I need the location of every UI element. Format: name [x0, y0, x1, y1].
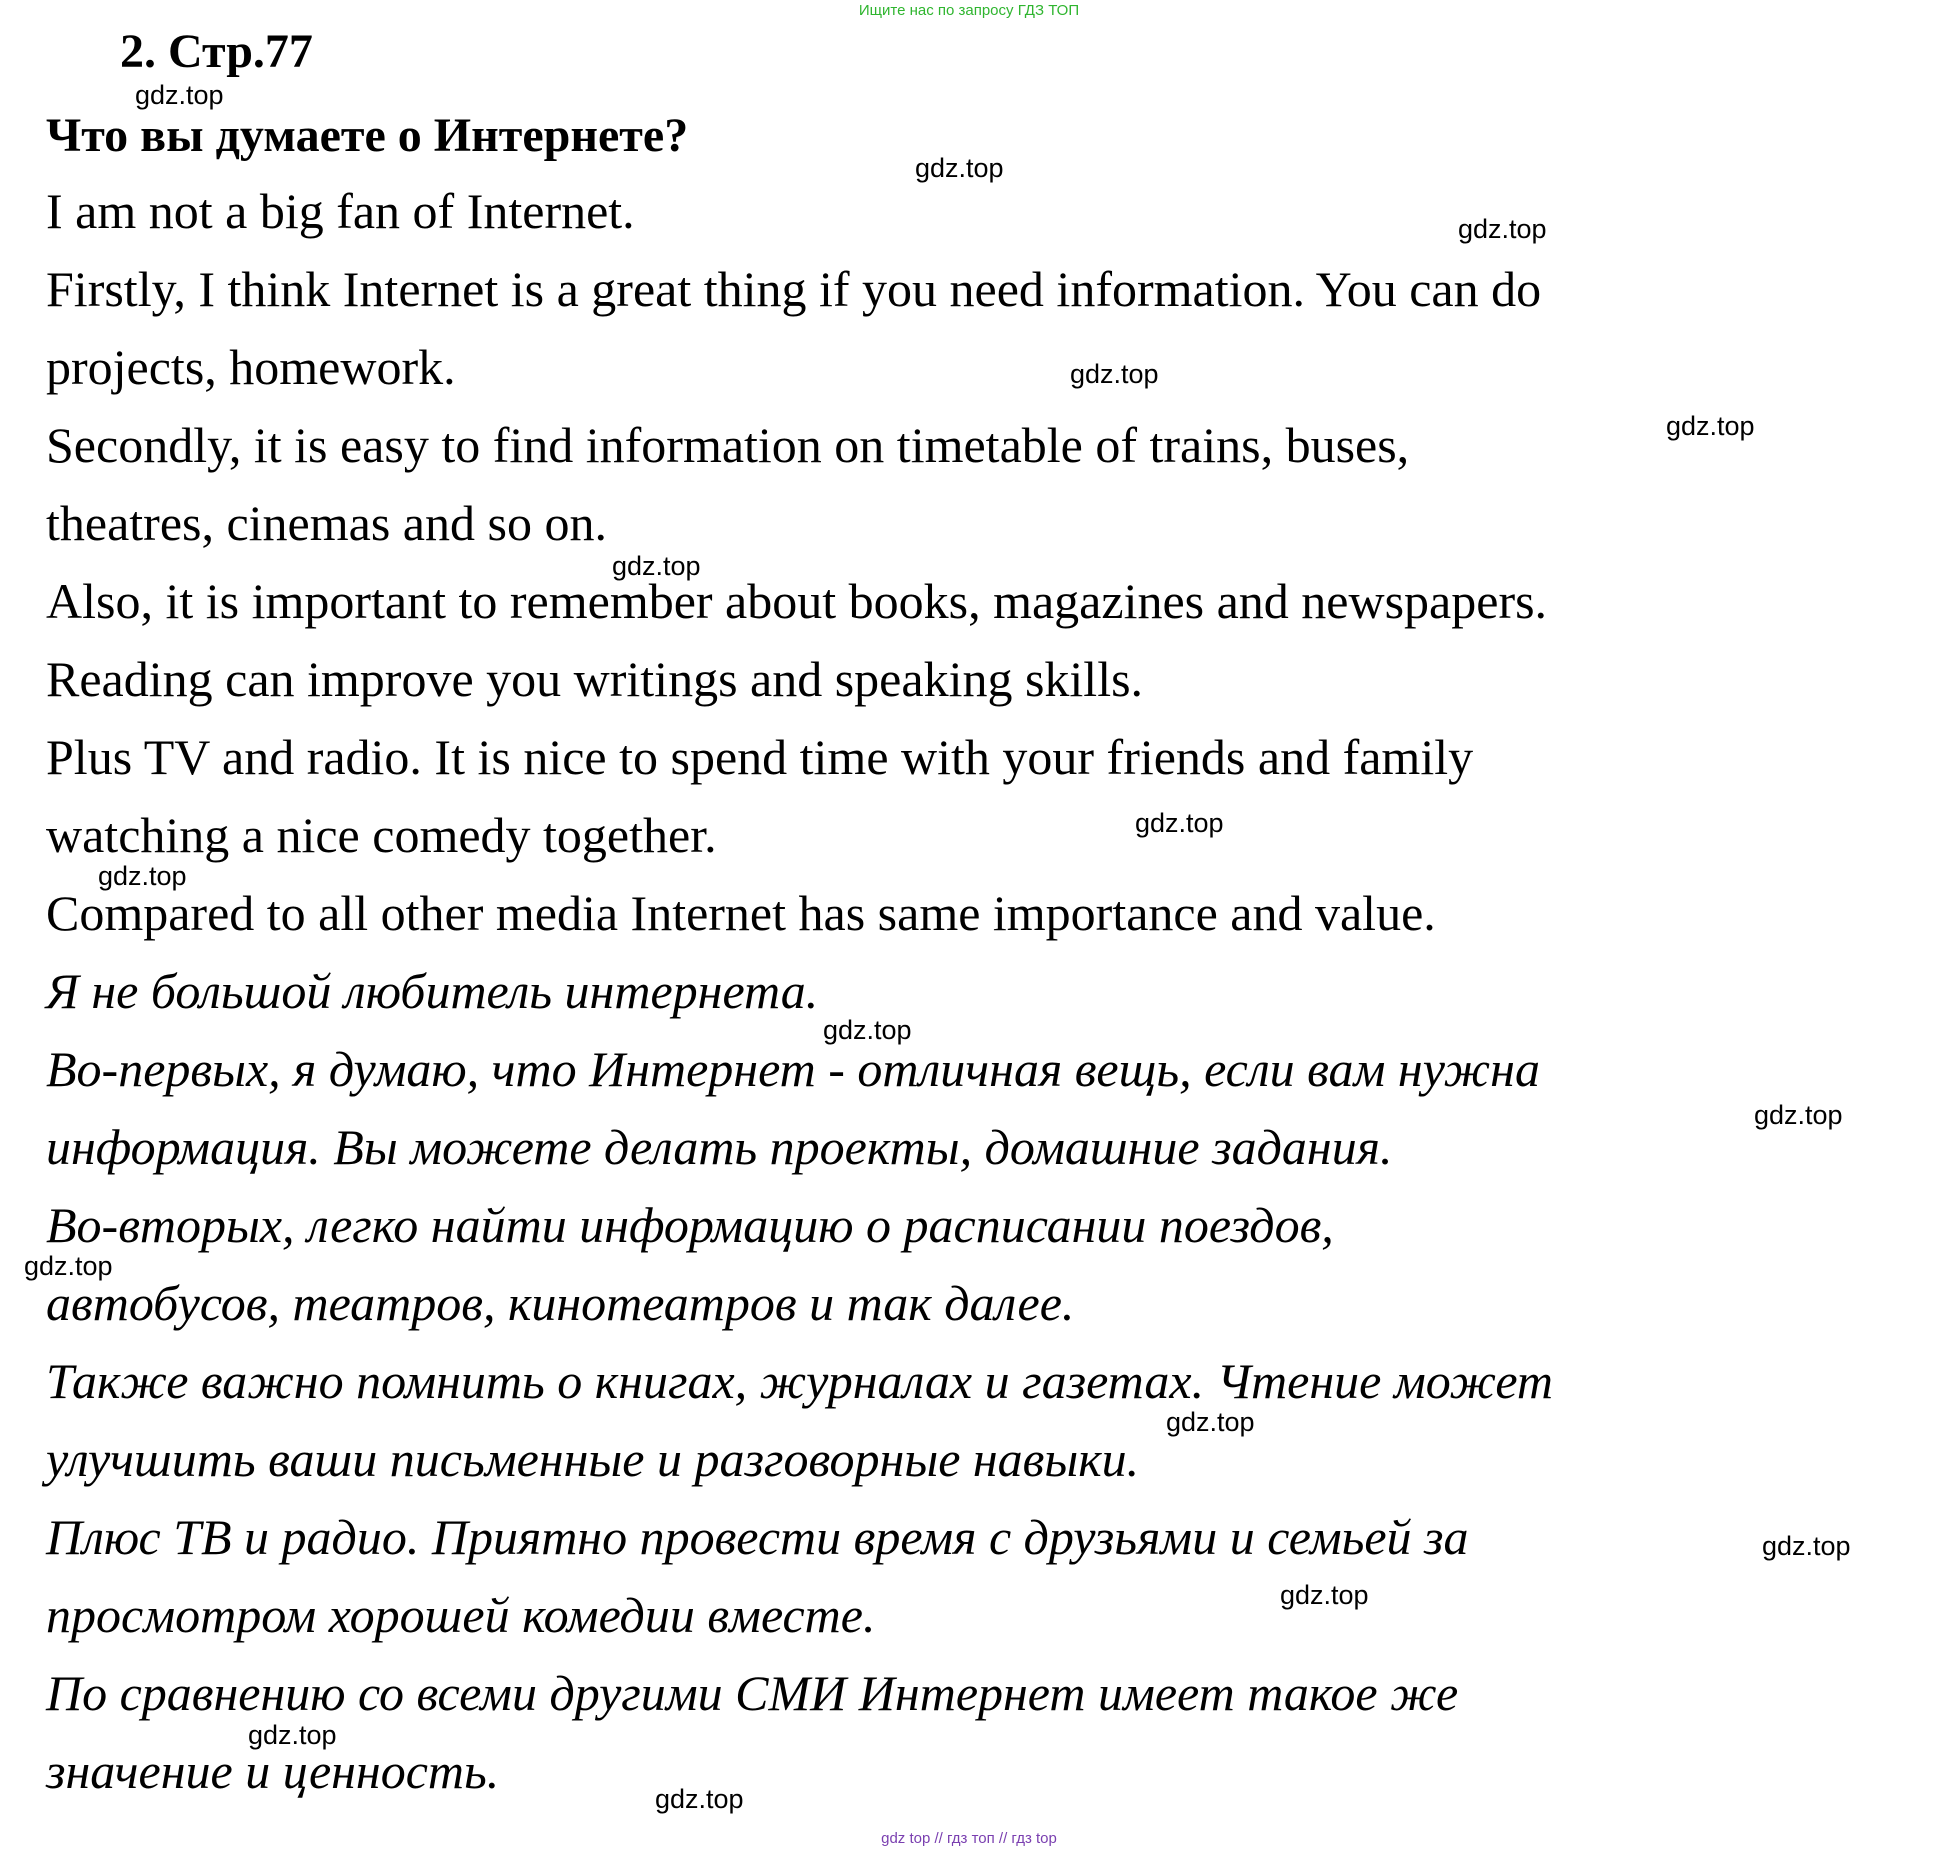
english-line: Reading can improve you writings and speaking skills. — [46, 651, 1144, 707]
english-line: projects, homework. — [46, 339, 456, 395]
watermark: gdz.top — [1280, 1580, 1369, 1610]
watermark: gdz.top — [24, 1251, 113, 1281]
watermark: gdz.top — [98, 861, 187, 891]
watermark: gdz.top — [135, 80, 224, 110]
russian-line: Плюс ТВ и радио. Приятно провести время с друзьями и семьей за — [46, 1509, 1469, 1565]
russian-line: значение и ценность. — [46, 1743, 500, 1799]
english-line: Firstly, I think Internet is a great thing if you need information. You can do — [46, 261, 1542, 317]
russian-line: По сравнению со всеми другими СМИ Интернет имеет такое же — [46, 1665, 1459, 1721]
english-line: watching a nice comedy together. — [46, 807, 717, 863]
watermark: gdz.top — [612, 551, 701, 581]
watermark: gdz.top — [655, 1784, 744, 1814]
russian-line: Во-первых, я думаю, что Интернет - отличная вещь, если вам нужна — [46, 1041, 1540, 1097]
russian-line: Я не большой любитель интернета. — [46, 963, 819, 1019]
watermark: gdz.top — [248, 1720, 337, 1750]
russian-line: информация. Вы можете делать проекты, домашние задания. — [46, 1119, 1393, 1175]
russian-line: просмотром хорошей комедии вместе. — [46, 1587, 876, 1643]
russian-line: Во-вторых, легко найти информацию о расписании поездов, — [46, 1197, 1334, 1253]
russian-line: автобусов, театров, кинотеатров и так далее. — [46, 1275, 1075, 1331]
english-line: Secondly, it is easy to find information on timetable of trains, buses, — [46, 417, 1410, 473]
watermark: gdz.top — [1070, 359, 1159, 389]
watermark: gdz.top — [1458, 214, 1547, 244]
watermark: gdz.top — [1666, 411, 1755, 441]
russian-line: Также важно помнить о книгах, журналах и газетах. Чтение может — [46, 1353, 1553, 1409]
watermark: gdz.top — [915, 153, 1004, 183]
watermark: gdz.top — [1762, 1531, 1851, 1561]
english-line: Compared to all other media Internet has same importance and value. — [46, 885, 1436, 941]
english-line: Plus TV and radio. It is nice to spend time with your friends and family — [46, 729, 1474, 785]
russian-line: улучшить ваши письменные и разговорные навыки. — [46, 1431, 1140, 1487]
exercise-number: 2. Стр.77 — [120, 25, 313, 78]
watermark: gdz.top — [1166, 1407, 1255, 1437]
english-line: theatres, cinemas and so on. — [46, 495, 607, 551]
english-line: Also, it is important to remember about books, magazines and newspapers. — [46, 573, 1548, 629]
footer-links: gdz top // гдз топ // гдз top — [881, 1830, 1057, 1847]
watermark: gdz.top — [823, 1015, 912, 1045]
english-line: I am not a big fan of Internet. — [46, 183, 635, 239]
watermark: gdz.top — [1754, 1100, 1843, 1130]
top-banner: Ищите нас по запросу ГДЗ ТОП — [858, 2, 1080, 19]
watermark: gdz.top — [1135, 808, 1224, 838]
question-heading: Что вы думаете о Интернете? — [46, 109, 689, 162]
